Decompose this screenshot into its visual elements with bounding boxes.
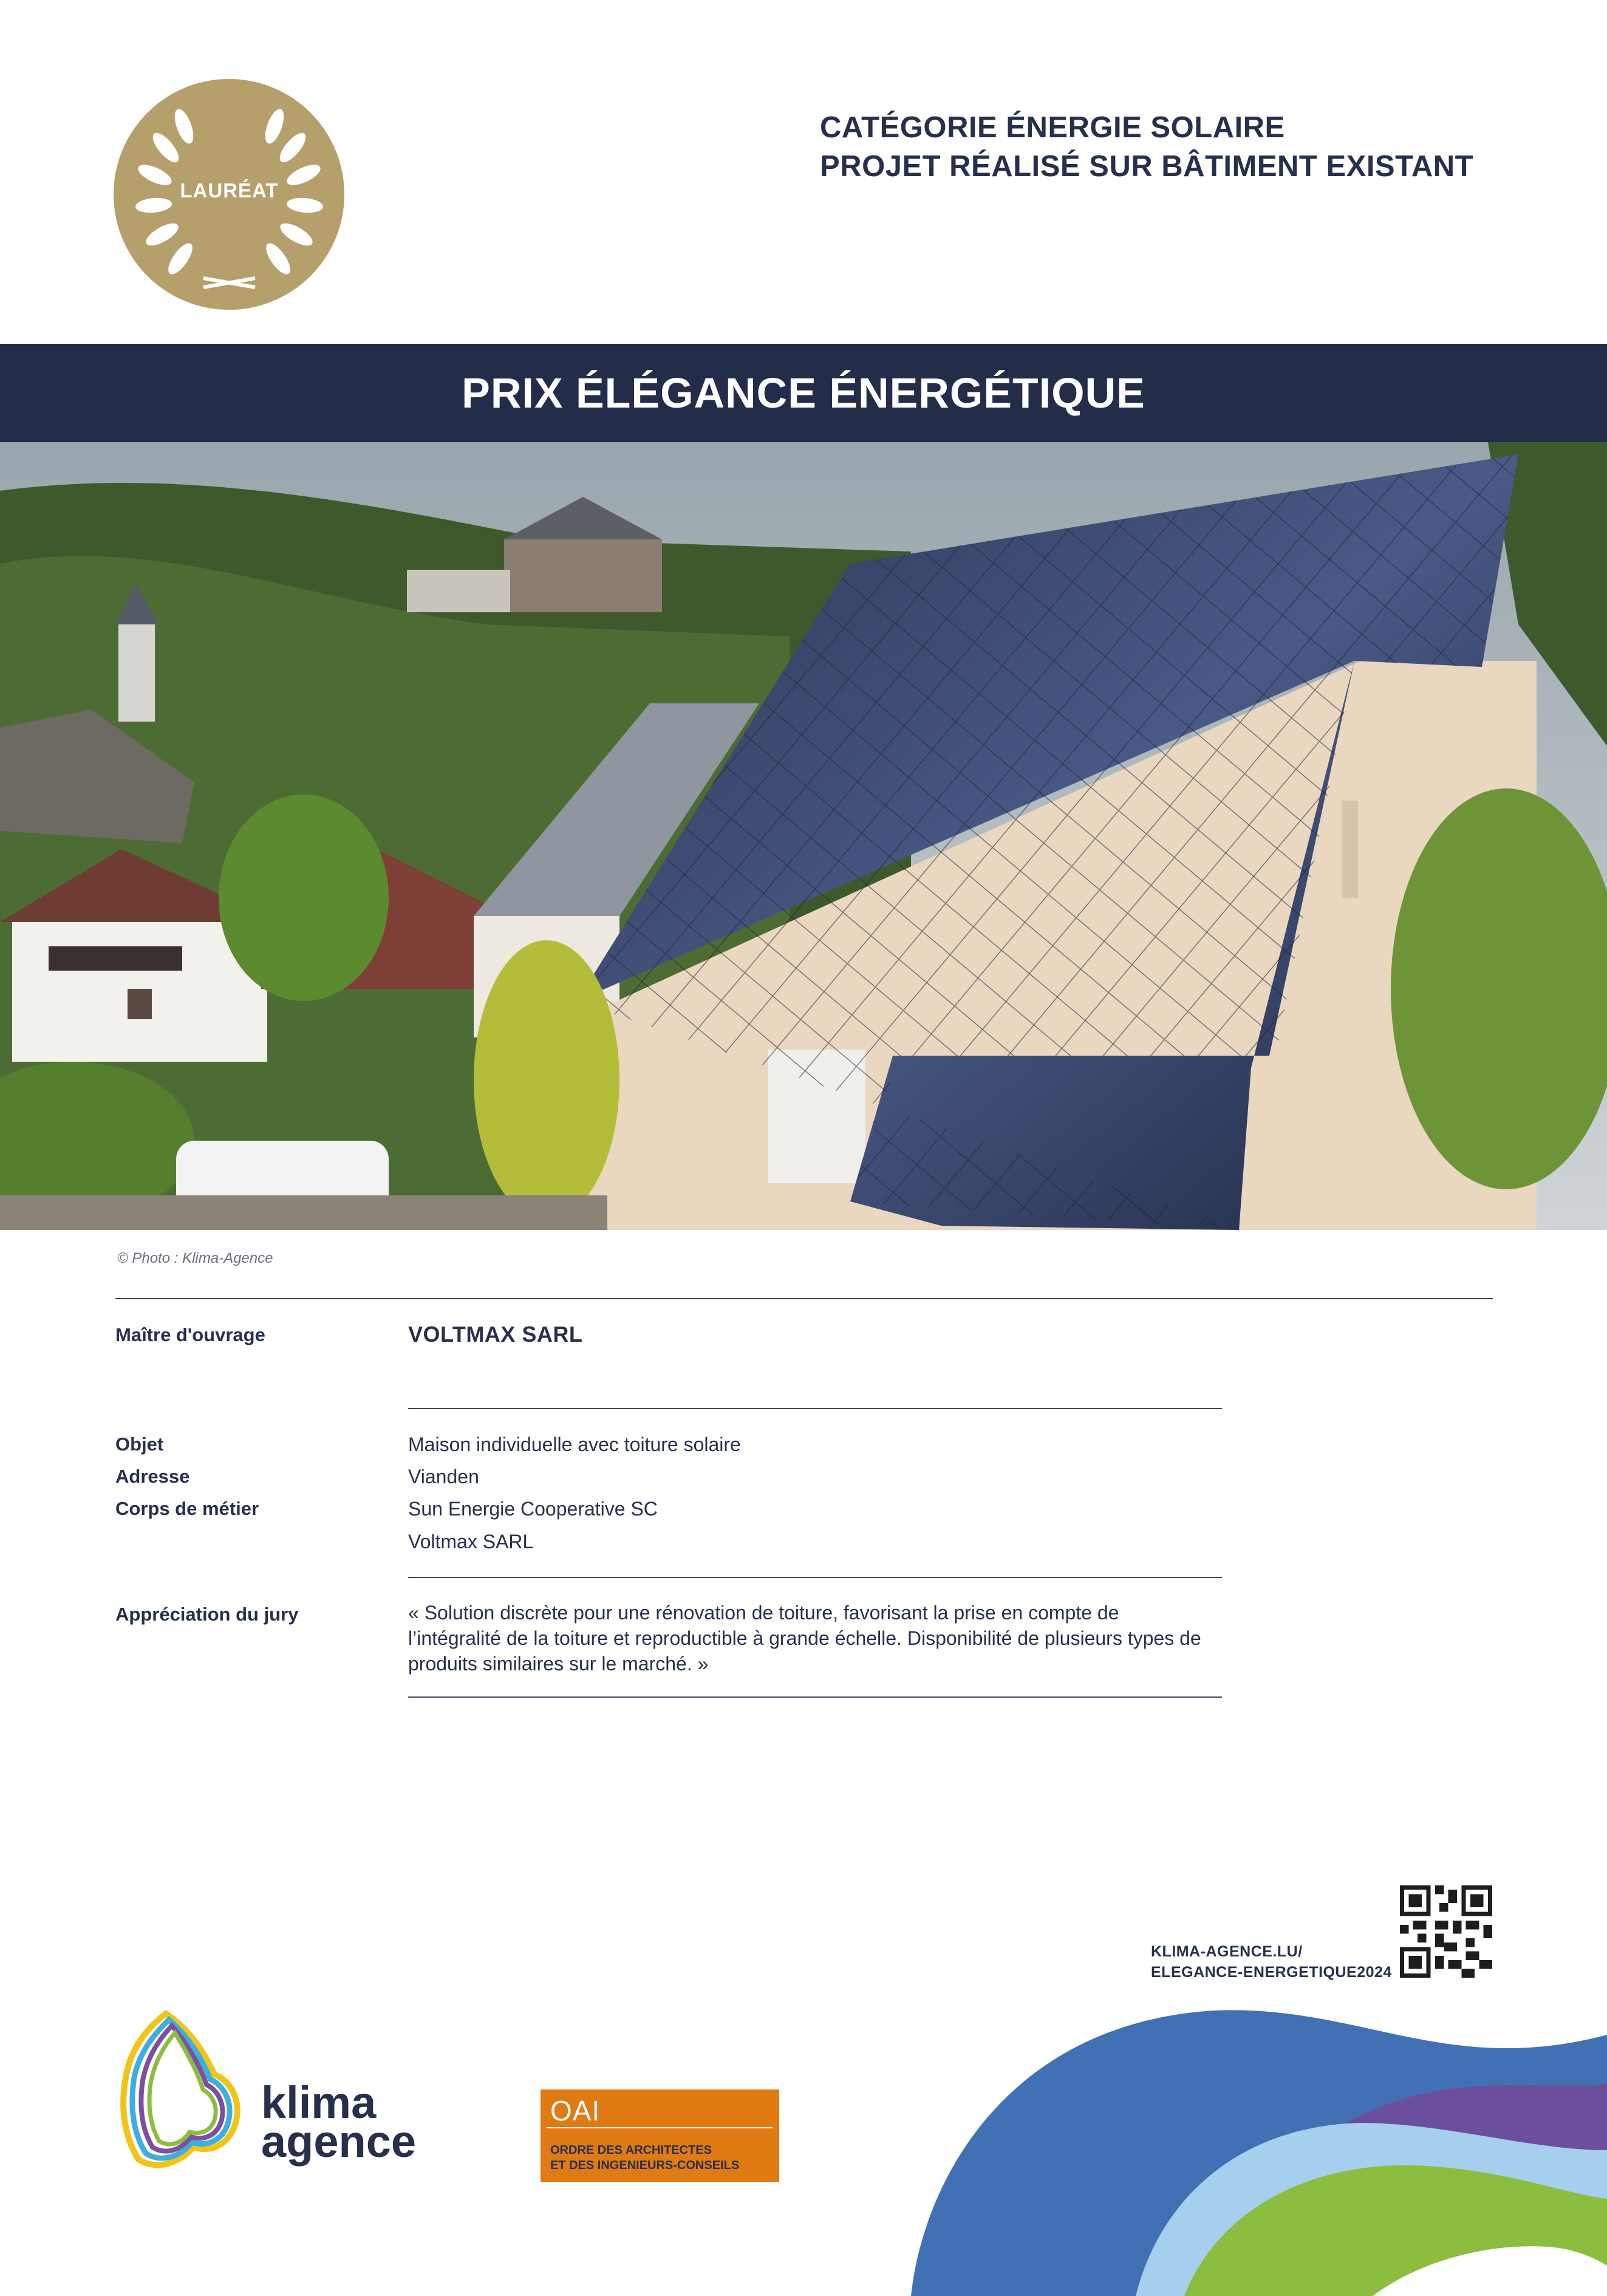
category-line-2: PROJET RÉALISÉ SUR BÂTIMENT EXISTANT [820, 150, 1474, 183]
url-line-2: ELEGANCE-ENERGETIQUE2024 [1151, 1964, 1392, 1981]
adresse-label: Adresse [115, 1466, 190, 1487]
oai-subtitle [550, 2143, 739, 2173]
objet-label: Objet [115, 1433, 164, 1455]
oai-subtitle-2: ET DES INGENIEURS-CONSEILS [550, 2159, 740, 2172]
jury-value: « Solution discrète pour une rénovation de toiture, favorisant la prise en compte de l’intégralité de la toiture et reproductible à grande échelle. Disponibilité de plusieurs types de produits similaires sur le marché. » [408, 1602, 1201, 1675]
divider-3 [408, 1696, 1222, 1698]
oai-title: OAI [550, 2095, 601, 2127]
qr-code-icon[interactable] [1400, 1885, 1492, 1978]
category-heading [820, 108, 1473, 186]
oai-subtitle-1: ORDRE DES ARCHITECTES [550, 2144, 712, 2157]
divider-top [115, 1298, 1493, 1299]
decorative-waves-icon [899, 1998, 1607, 2296]
corps-value-2: Voltmax SARL [408, 1531, 534, 1553]
corps-value-1: Sun Energie Cooperative SC [408, 1498, 658, 1520]
oai-divider [547, 2127, 773, 2128]
oai-logo [541, 2089, 779, 2182]
jury-label: Appréciation du jury [115, 1604, 299, 1625]
maitre-value: VOLTMAX SARL [408, 1322, 583, 1347]
divider-2 [408, 1577, 1222, 1578]
maitre-label: Maître d'ouvrage [115, 1324, 265, 1345]
photo-credit: © Photo : Klima-Agence [117, 1250, 273, 1266]
corps-label: Corps de métier [115, 1498, 259, 1519]
title-banner [0, 344, 1607, 442]
project-photo [0, 442, 1607, 1230]
project-url[interactable] [1151, 1941, 1392, 1983]
klima-word-2: agence [261, 2116, 417, 2167]
badge-label: LAURÉAT [180, 179, 279, 202]
banner-title: PRIX ÉLÉGANCE ÉNERGÉTIQUE [462, 369, 1145, 417]
klima-agence-logo-icon [114, 2007, 254, 2175]
klima-word-1: klima [261, 2077, 377, 2128]
category-line-1: CATÉGORIE ÉNERGIE SOLAIRE [820, 111, 1285, 144]
adresse-value: Vianden [408, 1466, 479, 1488]
divider-1 [408, 1408, 1222, 1409]
url-line-1: KLIMA-AGENCE.LU/ [1151, 1943, 1303, 1960]
objet-value: Maison individuelle avec toiture solaire [408, 1433, 741, 1455]
klima-agence-wordmark [261, 2077, 417, 2167]
